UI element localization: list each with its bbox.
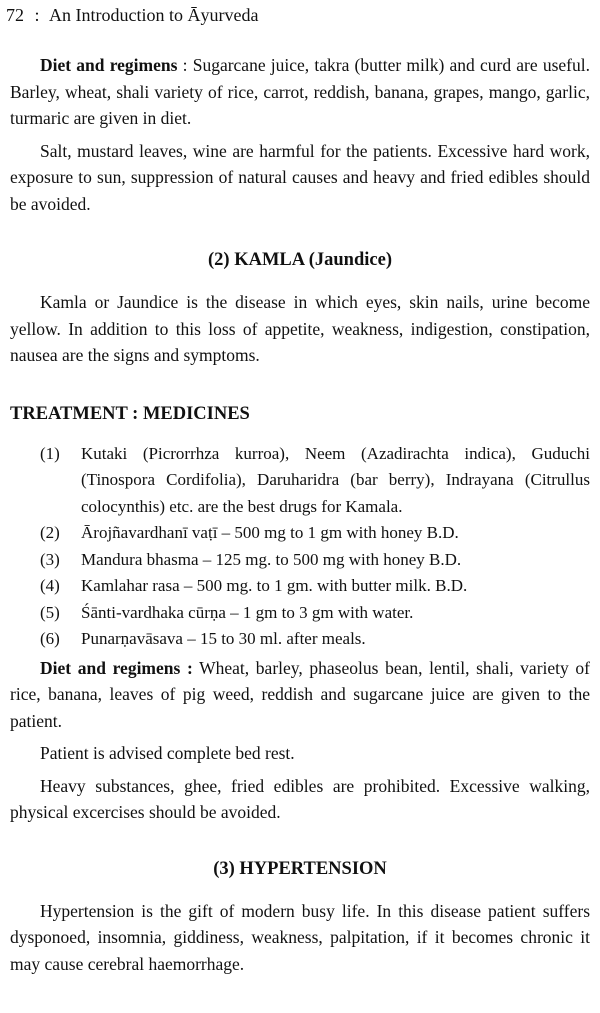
running-header xyxy=(6,3,258,27)
list-item xyxy=(10,600,590,627)
list-item xyxy=(10,547,590,574)
treatment-heading: TREATMENT : MEDICINES xyxy=(10,403,250,424)
list-item-number: (2) xyxy=(40,523,60,542)
header-separator: : xyxy=(34,5,40,25)
medicine-list xyxy=(10,441,590,653)
list-item-number: (5) xyxy=(40,602,60,622)
list-item-text: Punarṇavāsava – 15 to 30 ml. after meals. xyxy=(81,629,366,648)
harmful-paragraph: Salt, mustard leaves, wine are harmful for the patients. Excessive hard work, exposure to sun, suppression of natural causes and heavy and fried edibles should be avoided. xyxy=(10,140,590,214)
prohibited-paragraph: Heavy substances, ghee, fried edibles are prohibited. Excessive walking, physical excercises should be avoided. xyxy=(10,775,590,822)
hypertension-intro: Hypertension is the gift of modern busy life. In this disease patient suffers dysponoed, insomnia, giddiness, weakness, palpitation, if it becomes chronic it may cause cerebral haemorrhage. xyxy=(10,900,590,974)
list-item xyxy=(10,573,590,600)
list-item-text: Kutaki (Picrorrhza kurroa), Neem (Azadirachta indica), Guduchi (Tinospora Cordifolia), Daruharidra (bar berry), Indrayana (Citrullus colocynthis) etc. are the best drugs for Kamala. xyxy=(81,443,590,516)
diet-paragraph-1 xyxy=(10,52,590,132)
running-title: An Introduction to Āyurveda xyxy=(49,5,259,25)
diet-label-2: Diet and regimens : xyxy=(40,657,193,678)
list-item-number: (1) xyxy=(40,443,60,463)
diet-paragraph-2 xyxy=(10,655,590,735)
list-item xyxy=(10,520,590,547)
diet-text-1: : Sugarcane juice, takra (butter milk) and curd are useful. Barley, wheat, shali variety of rice, carrot, reddish, banana, grapes, mango, garlic, turmaric are given in diet. xyxy=(10,55,590,128)
kamla-intro: Kamla or Jaundice is the disease in which eyes, skin nails, urine become yellow. In addition to this loss of appetite, weakness, indigestion, constipation, nausea are the signs and symptoms. xyxy=(10,292,590,365)
page-number: 72 xyxy=(6,5,24,25)
list-item-number: (4) xyxy=(40,576,60,595)
list-item xyxy=(10,441,590,521)
list-item xyxy=(10,626,590,653)
page-body xyxy=(10,52,590,977)
list-item-text: Ārojñavardhanī vaṭī – 500 mg to 1 gm with honey B.D. xyxy=(81,523,459,542)
list-item-text: Śānti-vardhaka cūrṇa – 1 gm to 3 gm with water. xyxy=(81,602,414,622)
list-item-number: (6) xyxy=(40,629,60,648)
section-heading-kamla: (2) KAMLA (Jaundice) xyxy=(208,250,392,270)
bed-rest-paragraph: Patient is advised complete bed rest. xyxy=(40,743,295,763)
section-heading-hypertension: (3) HYPERTENSION xyxy=(213,858,387,879)
list-item-text: Mandura bhasma – 125 mg. to 500 mg with honey B.D. xyxy=(81,549,462,569)
list-item-number: (3) xyxy=(40,549,60,569)
diet-text-2: Wheat, barley, phaseolus bean, lentil, shali, variety of rice, banana, leaves of pig weed, reddish and sugarcane juice are given to the patient. xyxy=(10,657,590,731)
diet-label-1: Diet and regimens xyxy=(40,55,178,75)
list-item-text: Kamlahar rasa – 500 mg. to 1 gm. with butter milk. B.D. xyxy=(81,576,468,595)
